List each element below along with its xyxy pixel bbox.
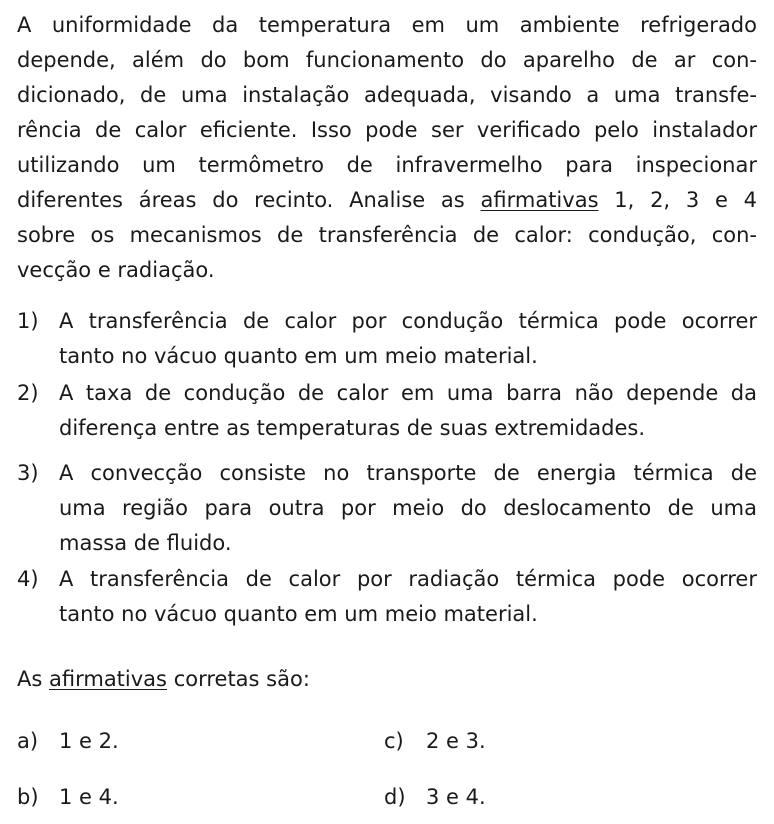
intro-line: dicionado, de uma instalação adequada, visando a uma transfe-	[17, 83, 757, 107]
underlined-word: afirmativas	[49, 667, 167, 691]
question-prefix: As	[17, 667, 43, 691]
statement-number: 2)	[17, 381, 39, 405]
option-d[interactable]	[384, 780, 486, 815]
underlined-word: afirmativas	[480, 188, 599, 212]
statement-number: 4)	[17, 567, 39, 591]
option-letter: a)	[17, 729, 39, 753]
intro-line: utilizando um termômetro de infravermelho para inspecionar	[17, 153, 757, 177]
option-text: 3 e 4.	[426, 785, 486, 809]
statement-number: 3)	[17, 461, 39, 485]
statement-item	[17, 562, 757, 632]
option-text: 2 e 3.	[426, 729, 486, 753]
intro-paragraph	[17, 8, 757, 288]
option-letter: b)	[17, 785, 39, 809]
statement-line: A transferência de calor por radiação térmica pode ocorrer	[59, 567, 757, 591]
option-b[interactable]	[17, 780, 119, 815]
statement-number: 1)	[17, 309, 39, 333]
intro-line-tail: 1, 2, 3 e 4	[614, 188, 758, 212]
intro-line: sobre os mecanismos de transferência de calor: condução, con-	[17, 223, 757, 247]
option-a[interactable]	[17, 724, 119, 759]
option-text: 1 e 2.	[59, 729, 119, 753]
intro-line-with-underline	[17, 183, 757, 218]
option-letter: c)	[384, 729, 404, 753]
question-prompt	[17, 662, 310, 697]
statement-item	[17, 304, 757, 374]
question-suffix: corretas são:	[173, 667, 310, 691]
statement-line: A convecção consiste no transporte de energia térmica de	[59, 461, 757, 485]
statement-line: diferença entre as temperaturas de suas extremidades.	[59, 416, 646, 440]
statement-line: massa de fluido.	[59, 531, 232, 555]
option-letter: d)	[384, 785, 406, 809]
question-document	[17, 8, 758, 809]
statement-line: uma região para outra por meio do deslocamento de uma	[59, 496, 757, 520]
intro-line: rência de calor eficiente. Isso pode ser verificado pelo instalador	[17, 118, 757, 142]
intro-line: A uniformidade da temperatura em um ambiente refrigerado	[17, 13, 757, 37]
option-c[interactable]	[384, 724, 486, 759]
statement-line: A transferência de calor por condução térmica pode ocorrer	[59, 309, 757, 333]
statement-item	[17, 456, 757, 561]
intro-line-head: diferentes áreas do recinto. Analise as	[17, 188, 465, 212]
statement-line: tanto no vácuo quanto em um meio material.	[59, 602, 538, 626]
option-text: 1 e 4.	[59, 785, 119, 809]
statement-item	[17, 376, 757, 446]
statement-list	[17, 304, 757, 632]
statement-line: A taxa de condução de calor em uma barra não depende da	[59, 381, 757, 405]
statement-line: tanto no vácuo quanto em um meio material.	[59, 344, 538, 368]
intro-line: vecção e radiação.	[17, 258, 215, 282]
intro-line: depende, além do bom funcionamento do aparelho de ar con-	[17, 48, 757, 72]
